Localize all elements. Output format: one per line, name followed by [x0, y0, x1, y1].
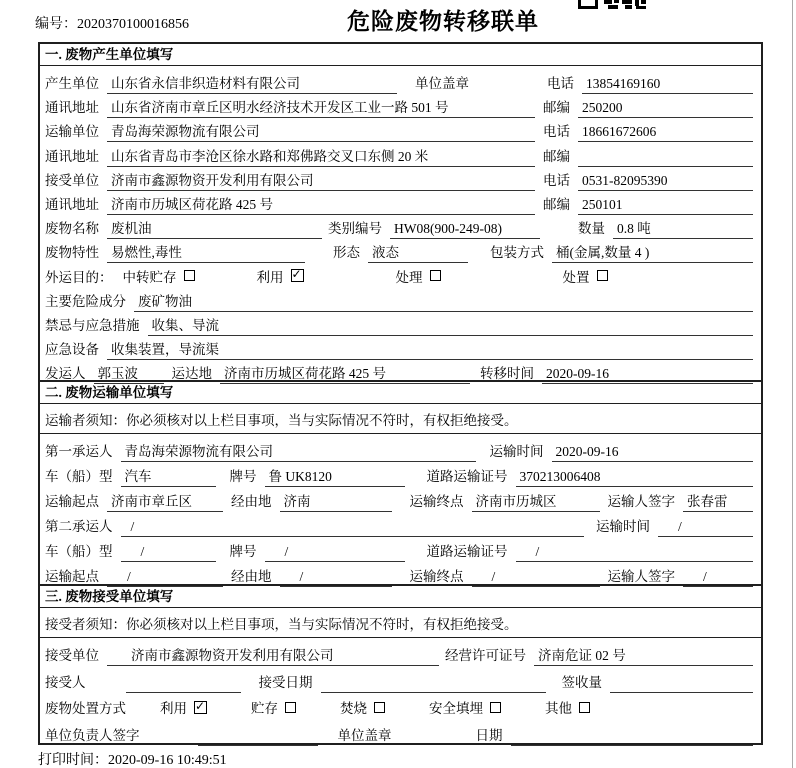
- transporter-notice: 运输者须知：你必须核对以上栏目事项，当与实际情况不符时，有权拒绝接受。: [40, 404, 761, 434]
- purpose-option-transit-storage: 中转贮存: [123, 266, 195, 286]
- waste-traits-label: 废物特性: [45, 245, 99, 261]
- section-receiver: [40, 584, 761, 744]
- producer-phone-value: 13854169160: [582, 76, 753, 94]
- row-disposal-method: [40, 691, 761, 718]
- waste-traits-value: 易燃性,毒性: [107, 241, 305, 263]
- serial-label: 编号：: [35, 17, 77, 32]
- transport-zip-label: 邮编: [543, 148, 570, 164]
- plate-label-2: 牌号: [229, 544, 257, 560]
- route-via-value-1: 济南: [280, 490, 392, 512]
- producer-address-value: 山东省济南市章丘区明水经济技术开发区工业一路 501 号: [107, 96, 535, 118]
- waste-qty-label: 数量: [578, 221, 605, 237]
- accept-date-value: [321, 675, 546, 693]
- route-via-label-2: 经由地: [231, 569, 272, 585]
- receiver-unit-label: 接受单位: [45, 172, 99, 188]
- destination-label: 运达地: [171, 366, 212, 382]
- producer-address-label: 通讯地址: [45, 100, 99, 116]
- plate-value-1: 鲁 UK8120: [265, 465, 405, 487]
- waste-name-value: 废机油: [107, 217, 322, 239]
- road-permit-label-1: 道路运输证号: [426, 469, 508, 485]
- waste-code-label: 类别编号: [328, 221, 382, 237]
- transport-address-label: 通讯地址: [45, 148, 99, 164]
- receiver-phone-value: 0531-82095390: [578, 173, 753, 191]
- waste-qty-value: 0.8 吨: [613, 217, 753, 239]
- receiver-address-label: 通讯地址: [45, 196, 99, 212]
- producer-unit-label: 产生单位: [45, 76, 99, 91]
- business-permit-value: 济南危证 02 号: [534, 644, 753, 666]
- section-receiver-title: 三. 废物接受单位填写: [40, 586, 761, 608]
- section-transporter-title: 二. 废物运输单位填写: [40, 382, 761, 404]
- hazard-label: 主要危险成分: [45, 293, 126, 309]
- carrier-sign-value-2: /: [683, 569, 753, 587]
- unit-seal-label-2: 单位盖章: [337, 727, 392, 743]
- responsible-sign-value: [198, 728, 318, 746]
- carrier-sign-value-1: 张春雷: [683, 490, 753, 512]
- plate-label-1: 牌号: [229, 469, 257, 485]
- checkbox-disposal-landfill: [490, 702, 501, 713]
- row-route-2: [40, 559, 761, 584]
- section-producer-title: 一. 废物产生单位填写: [40, 44, 761, 66]
- vehicle-type-label-1: 车（船）型: [45, 469, 113, 485]
- receiving-unit-label: 接受单位: [45, 648, 99, 664]
- serial-number: [35, 13, 189, 33]
- serial-value: 2020370100016856: [77, 17, 189, 32]
- row-producer-unit: [40, 66, 761, 90]
- checkbox-disposal-other: [579, 702, 590, 713]
- vehicle-type-value-2: /: [121, 544, 216, 562]
- transport-time-label-2: 运输时间: [596, 519, 650, 535]
- checkbox-dispose: [597, 270, 608, 281]
- seal-date-value: [511, 728, 754, 746]
- first-carrier-value: 青岛海荣源物流有限公司: [121, 440, 476, 462]
- receiver-zip-label: 邮编: [543, 196, 570, 212]
- row-vehicle-1: [40, 459, 761, 484]
- waste-form-label: 形态: [333, 245, 360, 261]
- road-permit-value-1: 370213006408: [516, 469, 754, 487]
- producer-zip-value: 250200: [578, 100, 753, 118]
- packing-value: 桶(金属,数量 4 ): [552, 241, 753, 263]
- page-title: 危险废物转移联单: [347, 9, 539, 34]
- receiver-phone-label: 电话: [543, 172, 570, 188]
- transport-phone-label: 电话: [543, 124, 570, 140]
- transport-time-value-2: /: [658, 519, 753, 537]
- business-permit-label: 经营许可证号: [445, 648, 526, 664]
- route-end-label-2: 运输终点: [409, 569, 464, 585]
- row-second-carrier: [40, 509, 761, 534]
- receiver-unit-value: 济南市鑫源物资开发利用有限公司: [107, 169, 535, 191]
- vehicle-type-value-1: 汽车: [121, 465, 216, 487]
- hazard-value: 废矿物油: [134, 290, 753, 312]
- road-permit-label-2: 道路运输证号: [426, 544, 508, 560]
- section-producer: [40, 44, 761, 380]
- route-origin-label-2: 运输起点: [45, 569, 99, 585]
- shipper-label: 发运人: [45, 366, 86, 382]
- first-carrier-label: 第一承运人: [45, 444, 113, 460]
- road-permit-value-2: /: [516, 544, 754, 562]
- print-time-value: 2020-09-16 10:49:51: [108, 753, 227, 768]
- route-origin-value-1: 济南市章丘区: [107, 490, 223, 512]
- disposal-option-landfill: 安全填埋: [429, 697, 501, 717]
- signed-qty-label: 签收量: [561, 674, 602, 690]
- route-end-value-2: /: [472, 569, 600, 587]
- disposal-method-label: 废物处置方式: [45, 701, 126, 717]
- disposal-option-utilize: 利用 ✓: [160, 697, 207, 717]
- second-carrier-value: /: [121, 519, 585, 537]
- purpose-option-utilize: 利用 ✓: [257, 266, 304, 286]
- checkbox-utilize: [291, 269, 304, 282]
- transport-address-value: 山东省青岛市李沧区徐水路和郑佛路交叉口东侧 20 米: [107, 145, 535, 167]
- transport-time-label-1: 运输时间: [489, 444, 544, 460]
- route-origin-label-1: 运输起点: [45, 494, 99, 510]
- receiver-zip-value: 250101: [578, 197, 753, 215]
- print-time: [38, 749, 227, 768]
- acceptor-label: 接受人: [45, 674, 86, 690]
- route-origin-value-2: /: [107, 569, 223, 587]
- second-carrier-label: 第二承运人: [45, 519, 113, 535]
- acceptor-value: [126, 675, 241, 693]
- producer-phone-label: 电话: [547, 76, 574, 91]
- carrier-sign-label-2: 运输人签字: [607, 569, 675, 585]
- producer-unit-value: 山东省永信非织造材料有限公司: [107, 72, 397, 94]
- unit-seal-label: 单位盖章: [415, 76, 469, 91]
- transport-unit-label: 运输单位: [45, 124, 99, 140]
- disposal-option-store: 贮存: [251, 697, 296, 717]
- row-responsible-sign: [40, 718, 761, 745]
- transfer-form-table: [38, 42, 763, 745]
- purpose-label: 外运目的：: [45, 269, 113, 285]
- route-end-label-1: 运输终点: [409, 494, 464, 510]
- transfer-time-label: 转移时间: [480, 366, 534, 382]
- transport-phone-value: 18661672606: [578, 124, 753, 142]
- checkbox-disposal-utilize: [194, 701, 207, 714]
- page-edge-line: [792, 0, 793, 768]
- checkbox-transit-storage: [184, 270, 195, 281]
- vehicle-type-label-2: 车（船）型: [45, 544, 113, 560]
- packing-label: 包装方式: [490, 245, 544, 261]
- print-time-label: 打印时间：: [38, 753, 108, 768]
- producer-zip-label: 邮编: [543, 100, 570, 116]
- carrier-sign-label-1: 运输人签字: [607, 494, 675, 510]
- responsible-sign-label: 单位负责人签字: [45, 727, 140, 743]
- row-receiving-unit: [40, 638, 761, 665]
- receiver-notice: 接受者须知：你必须核对以上栏目事项，当与实际情况不符时，有权拒绝接受。: [40, 608, 761, 638]
- emergency-equipment-label: 应急设备: [45, 342, 99, 358]
- transfer-time-value: 2020-09-16: [542, 366, 753, 384]
- destination-value: 济南市历城区荷花路 425 号: [220, 362, 470, 384]
- qr-code-icon: [578, 0, 646, 10]
- seal-date-label: 日期: [475, 727, 503, 743]
- checkbox-disposal-store: [285, 702, 296, 713]
- shipper-value: 郭玉波: [94, 362, 164, 384]
- transport-unit-value: 青岛海荣源物流有限公司: [107, 120, 535, 142]
- waste-code-value: HW08(900-249-08): [390, 221, 540, 239]
- waste-form-value: 液态: [368, 241, 468, 263]
- plate-value-2: /: [265, 544, 405, 562]
- emergency-measures-value: 收集、导流: [148, 314, 754, 336]
- receiving-unit-value: 济南市鑫源物资开发利用有限公司: [107, 644, 439, 666]
- disposal-option-other: 其他: [545, 697, 590, 717]
- purpose-option-dispose: 处置: [563, 266, 608, 286]
- row-hazard-components: [40, 284, 761, 308]
- transport-time-value-1: 2020-09-16: [552, 444, 754, 462]
- route-end-value-1: 济南市历城区: [472, 490, 600, 512]
- purpose-option-treat: 处理: [396, 266, 441, 286]
- disposal-option-incinerate: 焚烧: [340, 697, 385, 717]
- row-route-1: [40, 484, 761, 509]
- transport-zip-value: [578, 149, 753, 167]
- route-via-value-2: /: [280, 569, 392, 587]
- form-header: [0, 0, 796, 42]
- row-vehicle-2: [40, 534, 761, 559]
- checkbox-treat: [430, 270, 441, 281]
- emergency-measures-label: 禁忌与应急措施: [45, 317, 140, 333]
- signed-qty-value: [610, 675, 753, 693]
- section-transporter: [40, 380, 761, 584]
- checkbox-disposal-incinerate: [374, 702, 385, 713]
- route-via-label-1: 经由地: [231, 494, 272, 510]
- row-acceptor: [40, 665, 761, 692]
- emergency-equipment-value: 收集装置，导流渠: [107, 338, 753, 360]
- waste-name-label: 废物名称: [45, 221, 99, 237]
- row-first-carrier: [40, 434, 761, 459]
- receiver-address-value: 济南市历城区荷花路 425 号: [107, 193, 535, 215]
- accept-date-label: 接受日期: [258, 674, 313, 690]
